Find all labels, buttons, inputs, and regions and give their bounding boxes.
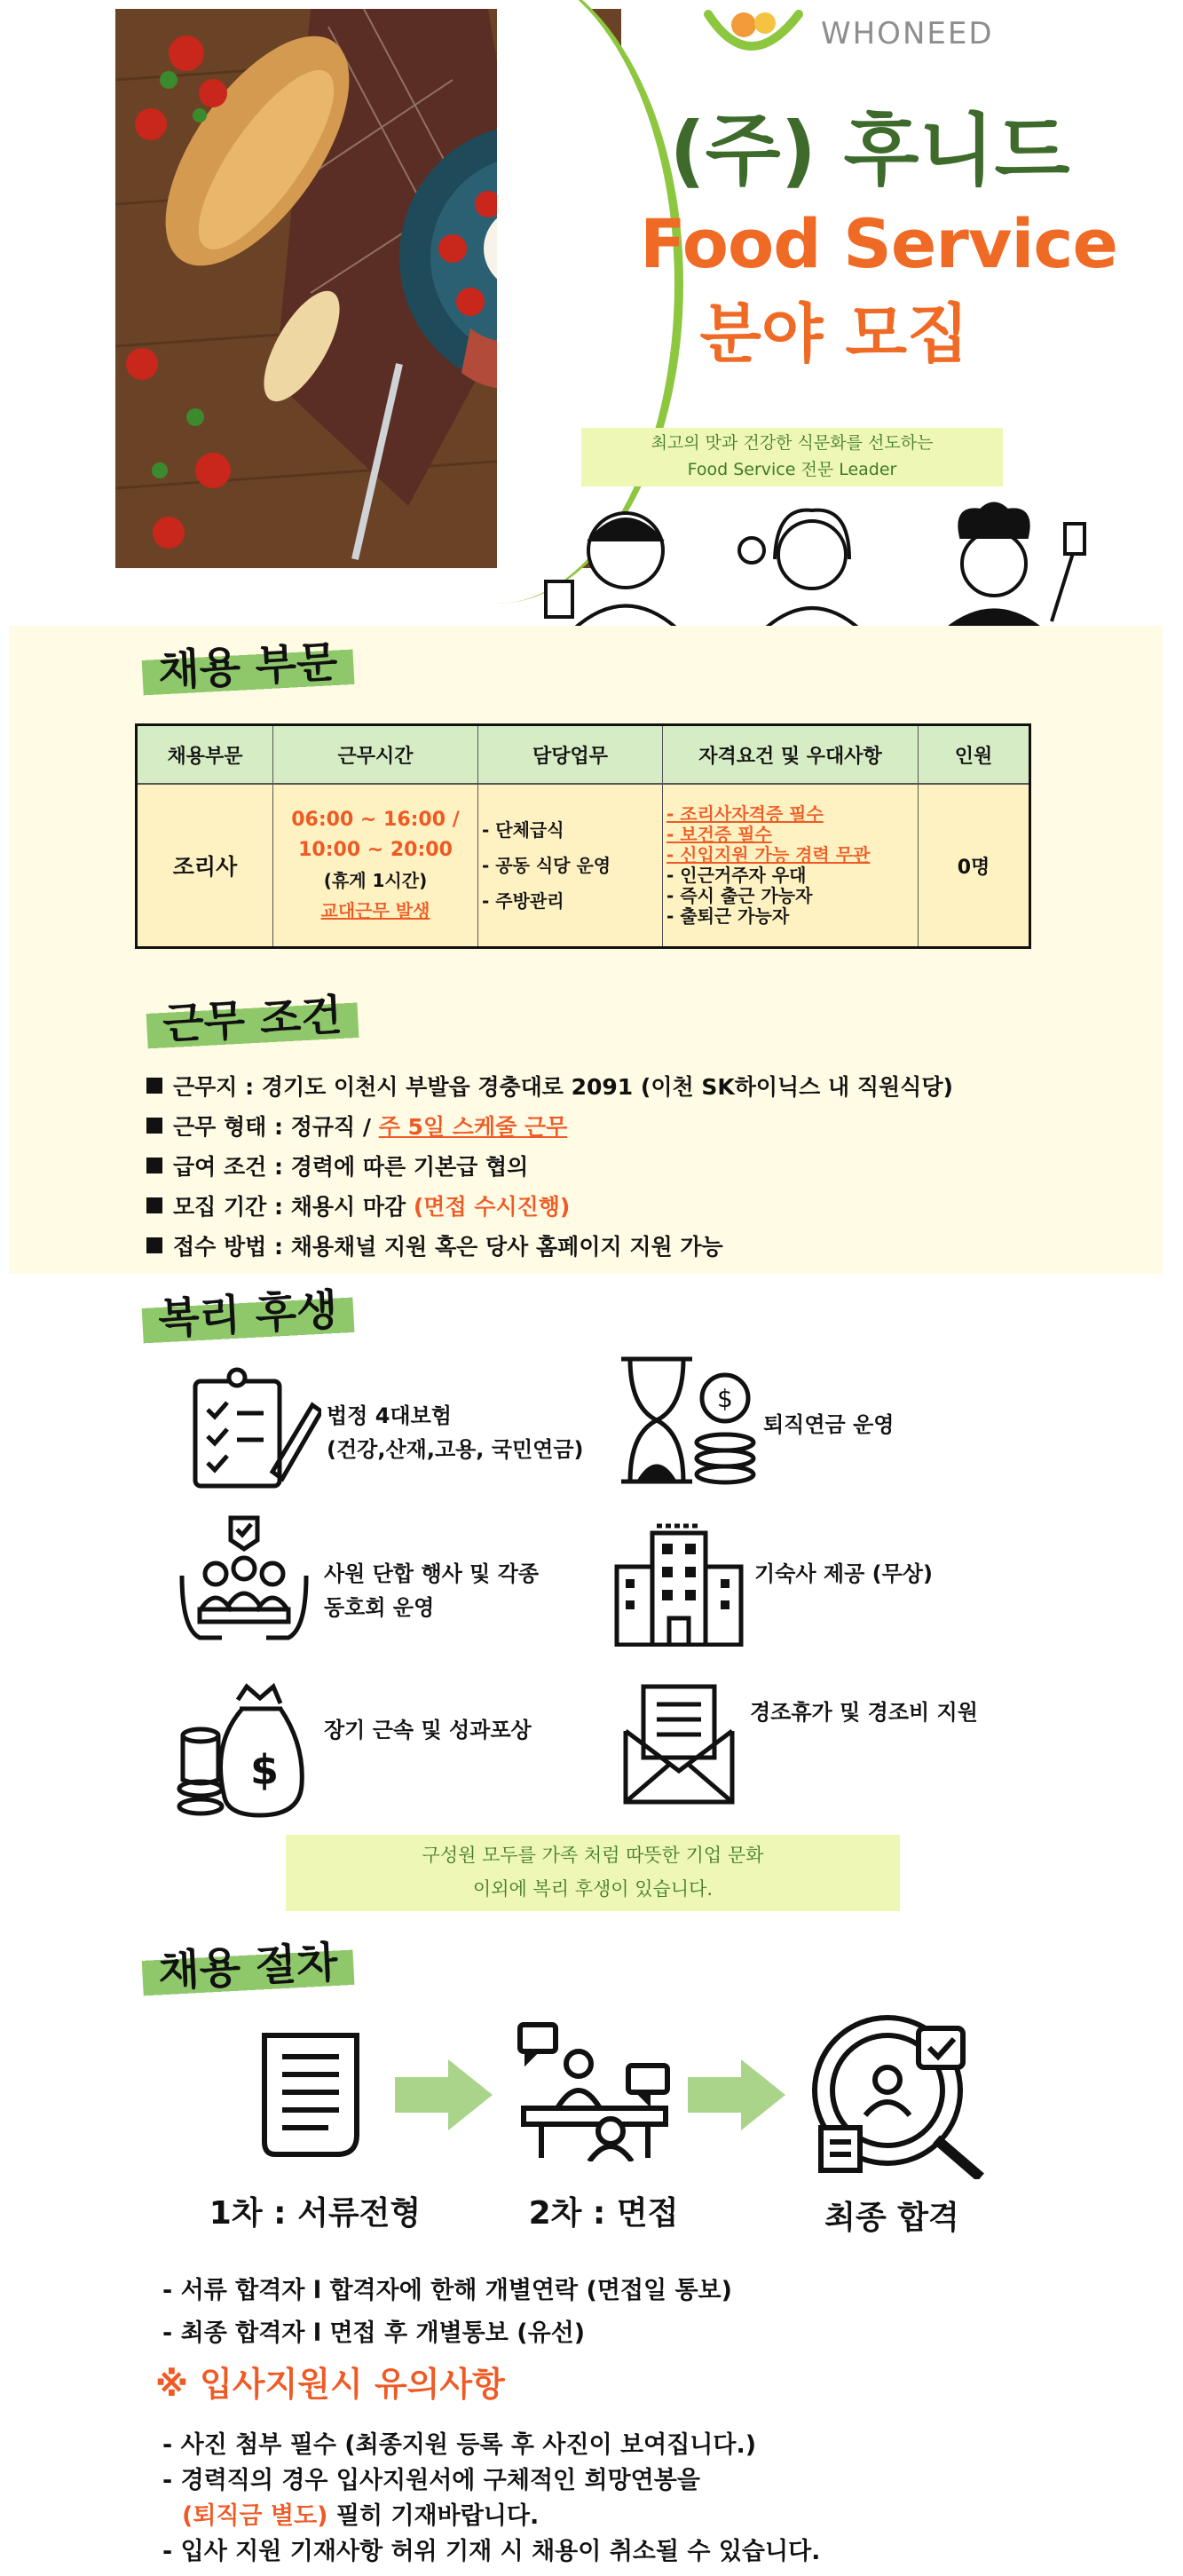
qual-required: - 조리사자격증 필수 bbox=[666, 803, 824, 825]
bullet-square bbox=[146, 1158, 162, 1173]
table-header: 자격요건 및 우대사항 bbox=[663, 725, 919, 785]
benefit-pension: 퇴직연금 운영 bbox=[763, 1412, 895, 1437]
team-meeting-icon bbox=[173, 1513, 315, 1650]
qual-preferred: - 인근거주자 우대 bbox=[666, 865, 807, 886]
arrow-right-icon bbox=[688, 2059, 785, 2134]
table-row bbox=[137, 784, 1030, 948]
slogan-line-2: Food Service 전문 Leader bbox=[687, 460, 897, 479]
condition-type: 근무 형태 : 정규직 / 주 5일 스케줄 근무 bbox=[146, 1110, 1034, 1142]
subheadline: 분야 모집 bbox=[699, 296, 969, 371]
logo-wordmark: WHONEED bbox=[821, 16, 994, 51]
condition-apply: 접수 방법 : 채용채널 지원 혹은 당사 홈페이지 지원 가능 bbox=[146, 1229, 1034, 1261]
svg-text:$: $ bbox=[717, 1384, 733, 1413]
bullet-square bbox=[146, 1078, 162, 1094]
section-title-recruit: 채용 부문 bbox=[142, 630, 353, 695]
table-header: 채용부문 bbox=[137, 725, 273, 785]
qual-required: - 신입지원 가능 경력 무관 bbox=[666, 844, 871, 865]
benefit-dorm: 기숙사 제공 (무상) bbox=[754, 1561, 933, 1586]
money-bag-icon bbox=[176, 1682, 309, 1828]
arrow-right-icon bbox=[395, 2059, 493, 2134]
recruit-table bbox=[135, 723, 1031, 949]
clipboard-icon bbox=[188, 1365, 321, 1493]
caution-title: ※ 입사지원시 유의사항 bbox=[155, 2365, 505, 2404]
step-3-label: 최종 합격 bbox=[824, 2200, 959, 2236]
caution-item-2b: (퇴직금 별도) 필히 기재바랍니다. bbox=[182, 2502, 540, 2530]
table-header: 담당업무 bbox=[478, 725, 663, 785]
culture-box bbox=[286, 1835, 900, 1911]
duty-item: - 단체급식 bbox=[482, 819, 564, 841]
caution-item-2: - 경력직의 경우 입사지원서에 구체적인 희망연봉을 bbox=[162, 2467, 700, 2494]
section-title-process: 채용 절차 bbox=[142, 1931, 353, 1995]
process-note-2: - 최종 합격자 l 면접 후 개별통보 (유선) bbox=[162, 2319, 586, 2347]
candidate-search-icon bbox=[803, 2011, 998, 2183]
condition-deadline: 모집 기간 : 채용시 마감 (면접 수시진행) bbox=[146, 1189, 1034, 1221]
table-header-row bbox=[137, 725, 1030, 785]
duties-cell bbox=[478, 784, 663, 948]
benefit-leave: 경조휴가 및 경조비 지원 bbox=[750, 1700, 978, 1725]
culture-line-1: 구성원 모두를 가족 처럼 따뜻한 기업 문화 bbox=[422, 1845, 764, 1866]
building-icon bbox=[612, 1522, 745, 1650]
hours-line-2: 10:00 ~ 20:00 bbox=[298, 839, 453, 861]
step-1-label: 1차 : 서류전형 bbox=[209, 2195, 422, 2232]
bullet-square bbox=[146, 1118, 162, 1134]
benefit-club: 사원 단합 행사 및 각종 동호회 운영 bbox=[324, 1561, 540, 1620]
company-name: (주) 후니드 bbox=[669, 105, 1070, 196]
caution-item-1: - 사진 첨부 필수 (최종지원 등록 후 사진이 보여집니다.) bbox=[162, 2431, 757, 2459]
headline: Food Service bbox=[639, 204, 1118, 283]
step-2-label: 2차 : 면접 bbox=[528, 2195, 679, 2232]
position-cell: 조리사 bbox=[137, 784, 273, 948]
whoneed-logo-icon bbox=[701, 7, 808, 60]
bullet-square bbox=[146, 1237, 162, 1253]
staff-illustration bbox=[537, 497, 1140, 630]
envelope-icon bbox=[621, 1682, 737, 1810]
svg-text:$: $ bbox=[250, 1746, 280, 1794]
hours-cell bbox=[273, 784, 478, 948]
duty-item: - 공동 식당 운영 bbox=[482, 855, 611, 876]
duty-item: - 주방관리 bbox=[482, 890, 564, 912]
table-header: 근무시간 bbox=[273, 725, 478, 785]
qualifications-cell bbox=[663, 784, 919, 948]
culture-line-2: 이외에 복리 후생이 있습니다. bbox=[472, 1878, 714, 1900]
hourglass-coins-icon bbox=[617, 1354, 759, 1490]
table-header: 인원 bbox=[919, 725, 1030, 785]
benefit-reward: 장기 근속 및 성과포상 bbox=[324, 1718, 532, 1742]
caution-item-3: - 입사 지원 기재사항 허위 기재 시 채용이 취소될 수 있습니다. bbox=[162, 2538, 821, 2565]
section-title-benefits: 복리 후생 bbox=[142, 1278, 353, 1343]
section-title-conditions: 근무 조건 bbox=[146, 984, 358, 1048]
benefit-insurance: 법정 4대보험 (건강,산재,고용, 국민연금) bbox=[327, 1403, 584, 1462]
qual-preferred: - 출퇴근 가능자 bbox=[666, 905, 790, 927]
slogan-line-1: 최고의 맛과 건강한 식문화를 선도하는 bbox=[651, 433, 934, 453]
bullet-square bbox=[146, 1197, 162, 1213]
headcount-cell: 0명 bbox=[957, 856, 990, 879]
slogan-box bbox=[581, 428, 1003, 486]
condition-location: 근무지 : 경기도 이천시 부발읍 경충대로 2091 (이천 SK하이닉스 내 직원식당) bbox=[146, 1070, 1034, 1102]
process-note-1: - 서류 합격자 l 합격자에 한해 개별연락 (면접일 통보) bbox=[162, 2277, 732, 2304]
hours-shift: 교대근무 발생 bbox=[320, 900, 430, 921]
hours-break: (휴게 1시간) bbox=[323, 870, 428, 891]
document-icon bbox=[257, 2028, 364, 2165]
condition-salary: 급여 조건 : 경력에 따른 기본급 협의 bbox=[146, 1150, 1034, 1181]
qual-preferred: - 즉시 출근 가능자 bbox=[666, 885, 813, 906]
interview-icon bbox=[515, 2019, 674, 2165]
hours-line-1: 06:00 ~ 16:00 / bbox=[291, 809, 460, 831]
qual-required: - 보건증 필수 bbox=[666, 824, 772, 845]
